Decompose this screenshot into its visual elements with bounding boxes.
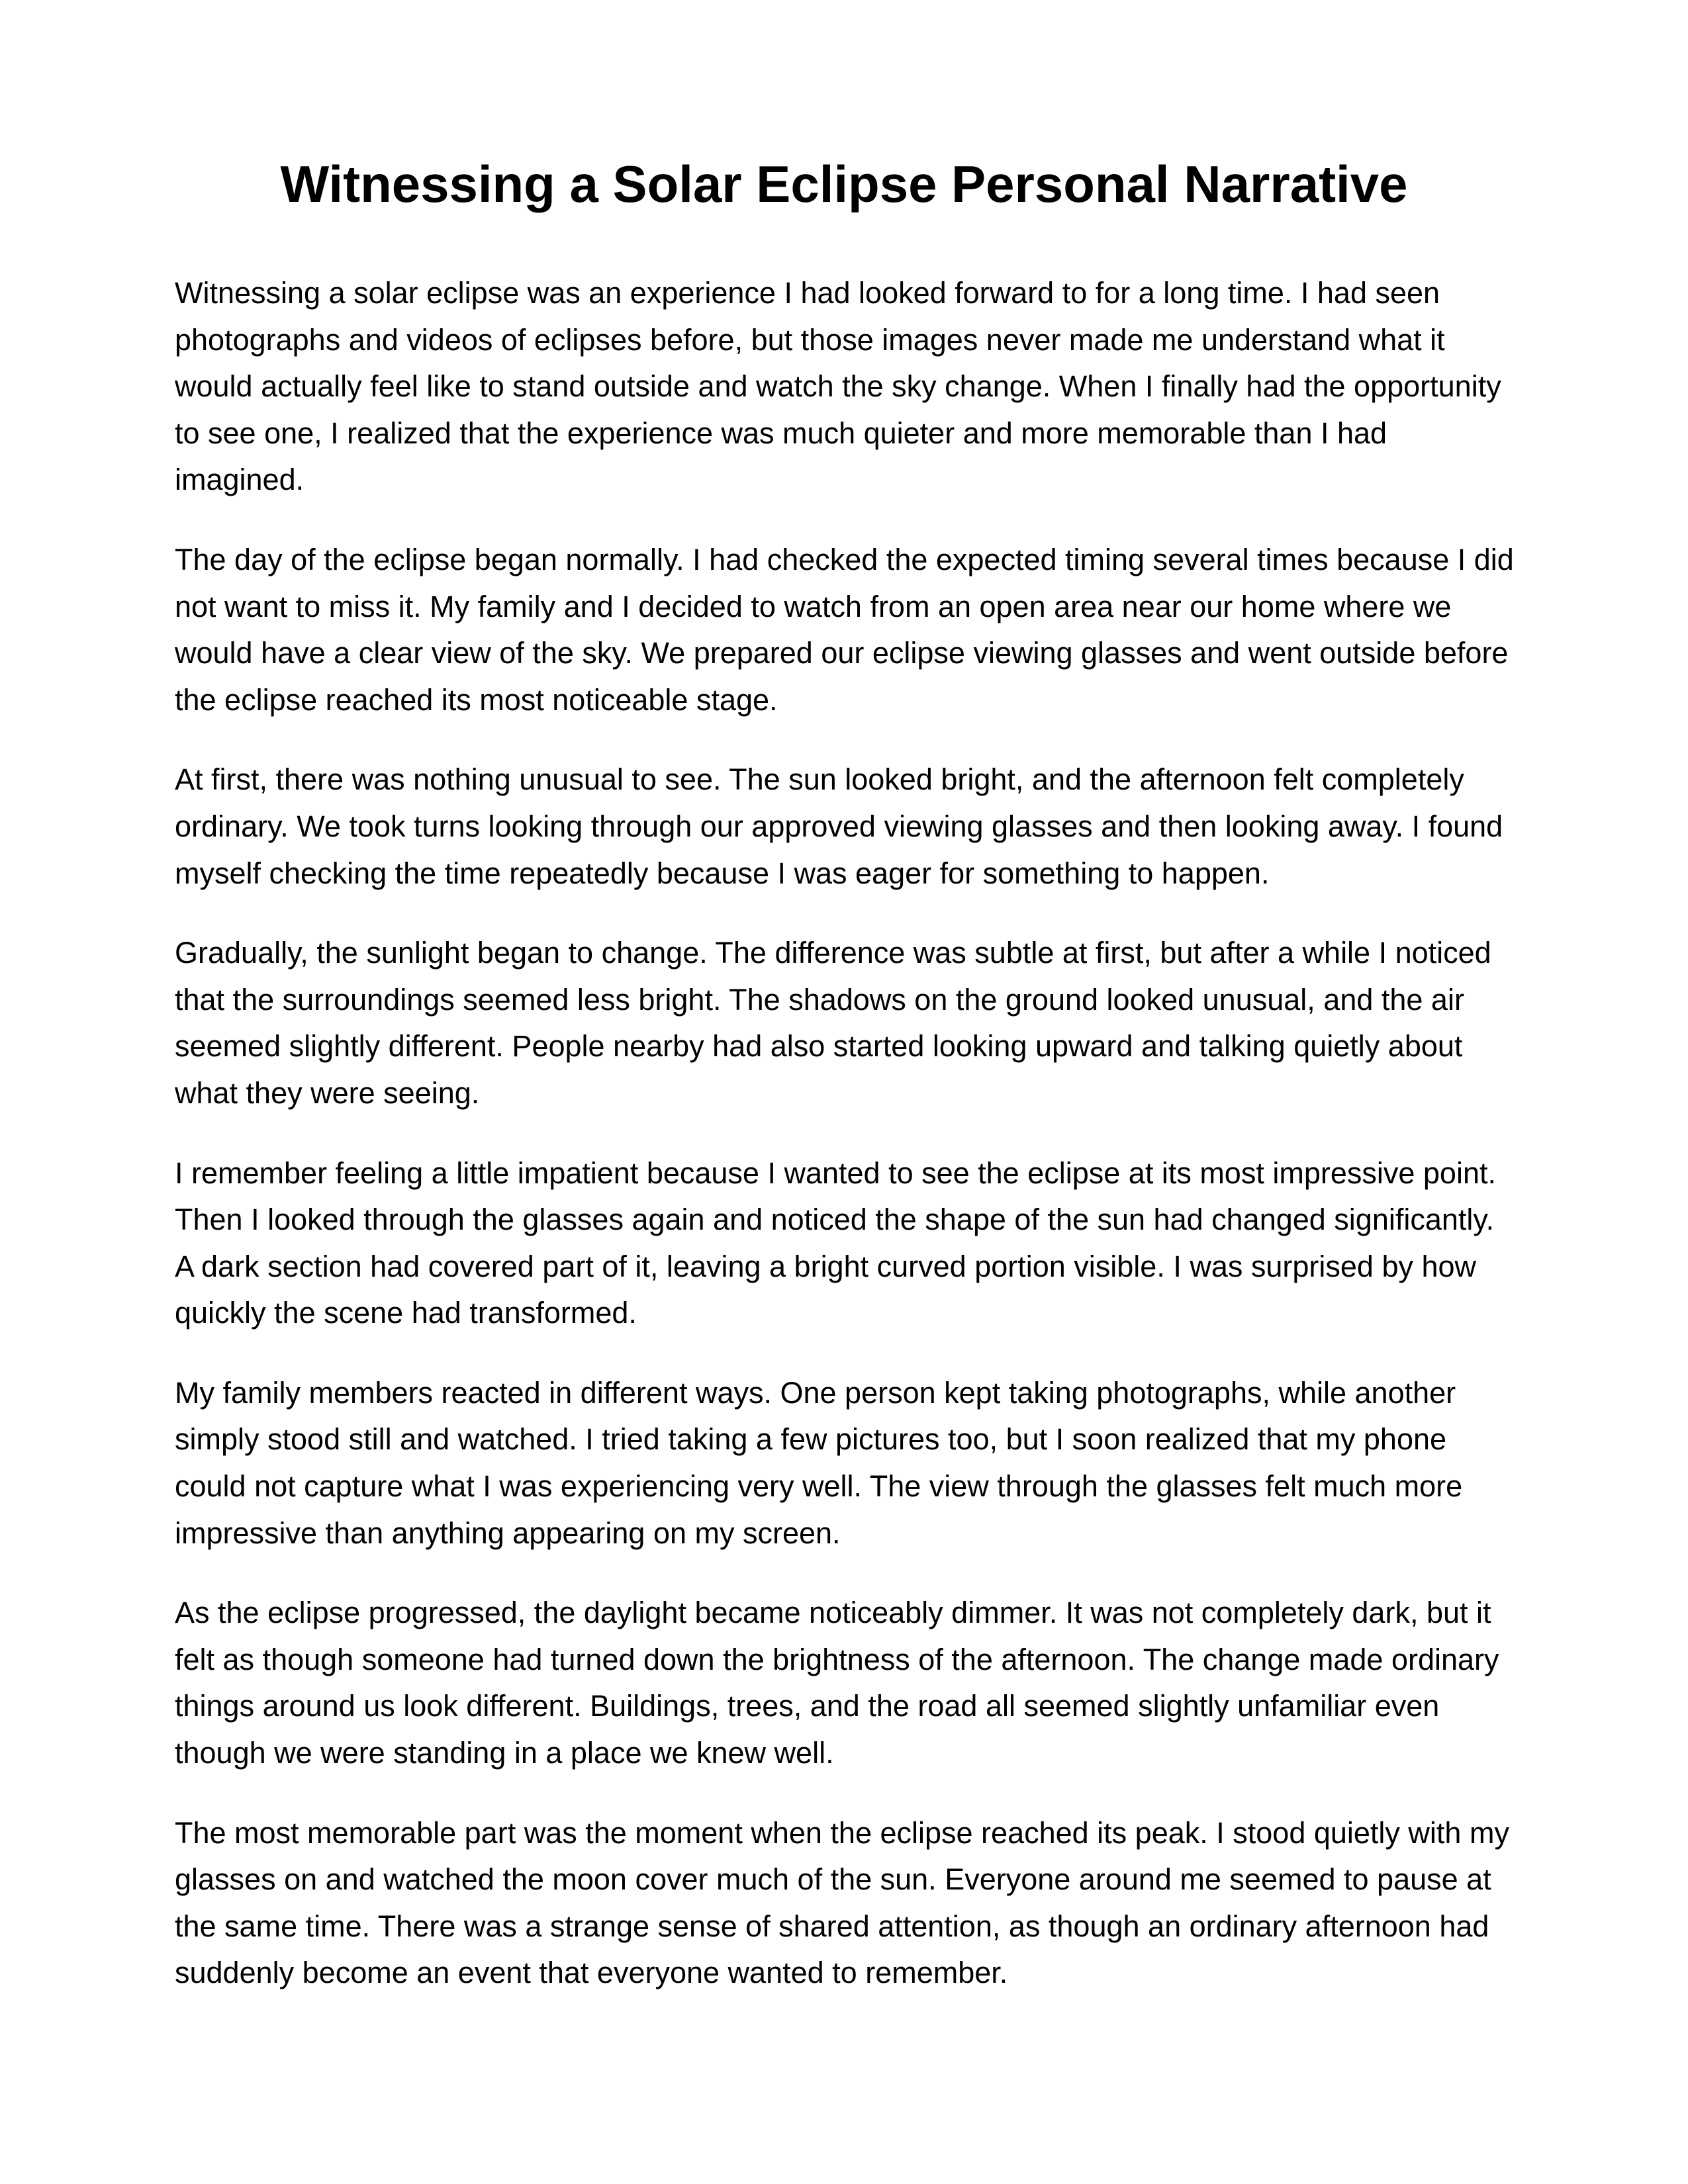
paragraph: My family members reacted in different ways. One person kept taking photographs, while another simply stood still and watched. I tried taking a few pictures too, but I soon realized that my phone could not capture what I was experiencing very well. The view through the glasses felt much more impressive than anything appearing on my screen. [175,1375,1463,1550]
paragraph: The most memorable part was the moment when the eclipse reached its peak. I stood quietly with my glasses on and watched the moon cover much of the sun. Everyone around me seemed to pause at the same time. There was a strange sense of shared attention, as though an ordinary afternoon had suddenly become an event that everyone wanted to remember. [175,1815,1509,1990]
paragraph: Gradually, the sunlight began to change. The difference was subtle at first, but after a while I noticed that the surroundings seemed less bright. The shadows on the ground looked unusual, and the air seemed slightly different. People nearby had also started looking upward and talking quietly about what they were seeing. [175,936,1491,1110]
paragraph: As the eclipse progressed, the daylight became noticeably dimmer. It was not completely dark, but it felt as though someone had turned down the brightness of the afternoon. The change made ordinary things around us look different. Buildings, trees, and the road all seemed slightly unfamiliar even though we were standing in a place we knew well. [175,1596,1499,1770]
document-title: Witnessing a Solar Eclipse Personal Narrative [280,155,1408,213]
paragraph: At first, there was nothing unusual to see. The sun looked bright, and the afternoon felt completely ordinary. We took turns looking through our approved viewing glasses and then looking away. I found myself checking the time repeatedly because I was eager for something to happen. [175,762,1503,890]
paragraph: The day of the eclipse began normally. I had checked the expected timing several times because I did not want to miss it. My family and I decided to watch from an open area near our home where we would have a clear view of the sky. We prepared our eclipse viewing glasses and went outside before the eclipse reached its most noticeable stage. [175,542,1514,717]
paragraph: Witnessing a solar eclipse was an experience I had looked forward to for a long time. I had seen photographs and videos of eclipses before, but those images never made me understand what it would actually feel like to stand outside and watch the sky change. When I finally had the opportunity to see one, I realized that the experience was much quieter and more memorable than I had imagined. [175,276,1501,497]
paragraph: I remember feeling a little impatient because I wanted to see the eclipse at its most impressive point. Then I looked through the glasses again and noticed the shape of the sun had changed significantly. A dark section had covered part of it, leaving a bright curved portion visible. I was surprised by how quickly the scene had transformed. [175,1156,1496,1330]
document-body [175,270,1517,2030]
